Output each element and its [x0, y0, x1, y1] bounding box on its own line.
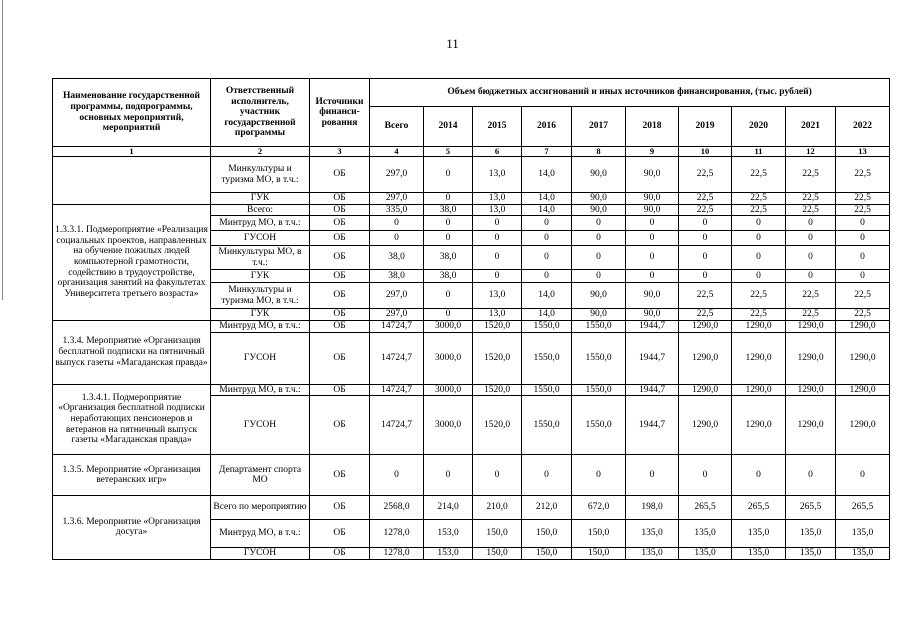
value-cell: 90,0	[572, 157, 626, 193]
header-year: 2019	[679, 107, 732, 147]
value-cell: 22,5	[836, 193, 890, 205]
column-number: 1	[53, 147, 211, 157]
executor-cell: Минтруд МО, в т.ч.:	[211, 520, 310, 548]
value-cell: 297,0	[370, 283, 424, 309]
value-cell: 90,0	[626, 283, 679, 309]
value-cell: 150,0	[572, 520, 626, 548]
value-cell: 0	[572, 455, 626, 496]
value-cell: 22,5	[679, 309, 732, 321]
value-cell: 0	[424, 309, 473, 321]
value-cell: 0	[572, 216, 626, 231]
value-cell: 0	[786, 270, 836, 283]
value-cell: 1944,7	[626, 396, 679, 455]
value-cell: 0	[679, 270, 732, 283]
value-cell: 0	[679, 216, 732, 231]
activity-name: 1.3.5. Мероприятие «Организация ветеранских игр»	[53, 455, 211, 496]
source-cell: ОБ	[310, 496, 370, 520]
value-cell: 210,0	[473, 496, 522, 520]
header-source: Источники финанси-рования	[310, 79, 370, 147]
source-cell: ОБ	[310, 320, 370, 332]
value-cell: 0	[679, 231, 732, 246]
value-cell: 1550,0	[572, 396, 626, 455]
value-cell: 1290,0	[786, 396, 836, 455]
value-cell: 90,0	[572, 204, 626, 216]
value-cell: 0	[370, 216, 424, 231]
value-cell: 22,5	[732, 157, 786, 193]
value-cell: 1290,0	[836, 384, 890, 396]
value-cell: 297,0	[370, 193, 424, 205]
value-cell: 1290,0	[679, 332, 732, 384]
value-cell: 0	[626, 455, 679, 496]
header-program: Наименование государственной программы, подпрограммы, основных мероприятий, мероприятий	[53, 79, 211, 147]
value-cell: 153,0	[424, 548, 473, 560]
source-cell: ОБ	[310, 455, 370, 496]
value-cell: 22,5	[732, 283, 786, 309]
value-cell: 135,0	[626, 548, 679, 560]
value-cell: 3000,0	[424, 320, 473, 332]
table-row	[53, 320, 890, 332]
value-cell: 0	[424, 193, 473, 205]
column-number: 4	[370, 147, 424, 157]
value-cell: 0	[572, 246, 626, 270]
value-cell: 1550,0	[522, 332, 572, 384]
value-cell: 150,0	[473, 548, 522, 560]
value-cell: 14,0	[522, 193, 572, 205]
value-cell: 90,0	[572, 309, 626, 321]
value-cell: 0	[732, 455, 786, 496]
value-cell: 1290,0	[786, 332, 836, 384]
header-year: 2017	[572, 107, 626, 147]
value-cell: 1290,0	[732, 320, 786, 332]
value-cell: 135,0	[836, 520, 890, 548]
value-cell: 14724,7	[370, 396, 424, 455]
value-cell: 90,0	[572, 193, 626, 205]
value-cell: 0	[424, 216, 473, 231]
value-cell: 0	[473, 231, 522, 246]
value-cell: 265,5	[732, 496, 786, 520]
value-cell: 90,0	[626, 157, 679, 193]
source-cell: ОБ	[310, 332, 370, 384]
value-cell: 672,0	[572, 496, 626, 520]
value-cell: 135,0	[732, 548, 786, 560]
value-cell: 1290,0	[679, 320, 732, 332]
value-cell: 1550,0	[522, 320, 572, 332]
source-cell: ОБ	[310, 548, 370, 560]
value-cell: 14724,7	[370, 384, 424, 396]
value-cell: 0	[786, 231, 836, 246]
column-number: 2	[211, 147, 310, 157]
column-number: 12	[786, 147, 836, 157]
value-cell: 22,5	[732, 309, 786, 321]
value-cell: 0	[679, 246, 732, 270]
value-cell: 1520,0	[473, 332, 522, 384]
value-cell: 297,0	[370, 157, 424, 193]
source-cell: ОБ	[310, 204, 370, 216]
source-cell: ОБ	[310, 384, 370, 396]
table-row	[53, 157, 890, 193]
value-cell: 0	[424, 455, 473, 496]
value-cell: 297,0	[370, 309, 424, 321]
value-cell: 214,0	[424, 496, 473, 520]
header-year: 2018	[626, 107, 679, 147]
value-cell: 14724,7	[370, 332, 424, 384]
executor-cell: Департамент спорта МО	[211, 455, 310, 496]
value-cell: 90,0	[626, 309, 679, 321]
activity-name	[53, 157, 211, 205]
value-cell: 1550,0	[522, 384, 572, 396]
value-cell: 90,0	[626, 193, 679, 205]
value-cell: 0	[836, 270, 890, 283]
value-cell: 2568,0	[370, 496, 424, 520]
value-cell: 0	[522, 246, 572, 270]
value-cell: 90,0	[626, 204, 679, 216]
value-cell: 0	[786, 246, 836, 270]
value-cell: 13,0	[473, 204, 522, 216]
value-cell: 38,0	[424, 204, 473, 216]
column-number: 13	[836, 147, 890, 157]
value-cell: 0	[522, 216, 572, 231]
executor-cell: ГУК	[211, 309, 310, 321]
value-cell: 1290,0	[836, 396, 890, 455]
value-cell: 135,0	[786, 520, 836, 548]
value-cell: 1550,0	[522, 396, 572, 455]
value-cell: 0	[626, 270, 679, 283]
value-cell: 150,0	[522, 548, 572, 560]
value-cell: 153,0	[424, 520, 473, 548]
executor-cell: Минкультуры и туризма МО, в т.ч.:	[211, 283, 310, 309]
header-year: 2021	[786, 107, 836, 147]
value-cell: 22,5	[786, 309, 836, 321]
value-cell: 1550,0	[572, 384, 626, 396]
value-cell: 1550,0	[572, 320, 626, 332]
value-cell: 1278,0	[370, 520, 424, 548]
column-number: 8	[572, 147, 626, 157]
activity-name: 1.3.4.1. Подмероприятие «Организация бесплатной подписки неработающих пенсионеров и ветеранов на пятничный выпуск газеты «Магаданская правда»	[53, 384, 211, 455]
executor-cell: Всего:	[211, 204, 310, 216]
value-cell: 1944,7	[626, 320, 679, 332]
value-cell: 22,5	[786, 193, 836, 205]
value-cell: 0	[836, 231, 890, 246]
source-cell: ОБ	[310, 157, 370, 193]
column-number: 11	[732, 147, 786, 157]
value-cell: 135,0	[836, 548, 890, 560]
value-cell: 1550,0	[572, 332, 626, 384]
value-cell: 38,0	[370, 246, 424, 270]
executor-cell: Минтруд МО, в т.ч.:	[211, 216, 310, 231]
value-cell: 0	[732, 270, 786, 283]
header-year: 2022	[836, 107, 890, 147]
value-cell: 0	[732, 246, 786, 270]
table-row	[53, 384, 890, 396]
value-cell: 0	[626, 216, 679, 231]
executor-cell: ГУСОН	[211, 396, 310, 455]
value-cell: 22,5	[679, 204, 732, 216]
executor-cell: Минтруд МО, в т.ч.:	[211, 384, 310, 396]
source-cell: ОБ	[310, 216, 370, 231]
value-cell: 0	[473, 216, 522, 231]
source-cell: ОБ	[310, 193, 370, 205]
value-cell: 0	[473, 455, 522, 496]
value-cell: 1290,0	[786, 320, 836, 332]
value-cell: 14,0	[522, 309, 572, 321]
header-year: 2015	[473, 107, 522, 147]
value-cell: 1944,7	[626, 332, 679, 384]
header-year: Всего	[370, 107, 424, 147]
value-cell: 1290,0	[732, 384, 786, 396]
value-cell: 38,0	[424, 270, 473, 283]
value-cell: 1290,0	[836, 320, 890, 332]
value-cell: 0	[473, 270, 522, 283]
value-cell: 22,5	[786, 283, 836, 309]
executor-cell: ГУК	[211, 270, 310, 283]
value-cell: 1290,0	[732, 396, 786, 455]
value-cell: 0	[732, 216, 786, 231]
value-cell: 22,5	[679, 283, 732, 309]
executor-cell: Всего по мероприятию	[211, 496, 310, 520]
header-volume: Объем бюджетных ассигнований и иных источников финансирования, (тыс. рублей)	[370, 79, 890, 107]
value-cell: 1520,0	[473, 396, 522, 455]
column-number: 9	[626, 147, 679, 157]
value-cell: 0	[679, 455, 732, 496]
value-cell: 135,0	[679, 548, 732, 560]
executor-cell: ГУК	[211, 193, 310, 205]
value-cell: 0	[370, 455, 424, 496]
value-cell: 1290,0	[679, 396, 732, 455]
value-cell: 135,0	[626, 520, 679, 548]
value-cell: 335,0	[370, 204, 424, 216]
value-cell: 150,0	[522, 520, 572, 548]
value-cell: 22,5	[836, 157, 890, 193]
header-year: 2014	[424, 107, 473, 147]
value-cell: 0	[786, 455, 836, 496]
source-cell: ОБ	[310, 309, 370, 321]
value-cell: 0	[424, 231, 473, 246]
source-cell: ОБ	[310, 396, 370, 455]
header-executor: Ответственный исполнитель, участник государственной программы	[211, 79, 310, 147]
value-cell: 22,5	[836, 283, 890, 309]
source-cell: ОБ	[310, 283, 370, 309]
executor-cell: ГУСОН	[211, 332, 310, 384]
value-cell: 13,0	[473, 283, 522, 309]
executor-cell: ГУСОН	[211, 548, 310, 560]
value-cell: 135,0	[679, 520, 732, 548]
value-cell: 150,0	[473, 520, 522, 548]
value-cell: 1290,0	[732, 332, 786, 384]
source-cell: ОБ	[310, 231, 370, 246]
value-cell: 3000,0	[424, 396, 473, 455]
header-year: 2020	[732, 107, 786, 147]
value-cell: 13,0	[473, 193, 522, 205]
value-cell: 0	[522, 270, 572, 283]
budget-table	[52, 78, 890, 560]
value-cell: 1520,0	[473, 320, 522, 332]
value-cell: 135,0	[786, 548, 836, 560]
value-cell: 22,5	[679, 193, 732, 205]
page-number: 11	[446, 36, 459, 51]
value-cell: 265,5	[786, 496, 836, 520]
value-cell: 0	[732, 231, 786, 246]
value-cell: 14,0	[522, 204, 572, 216]
value-cell: 198,0	[626, 496, 679, 520]
value-cell: 0	[522, 231, 572, 246]
value-cell: 0	[572, 231, 626, 246]
value-cell: 0	[522, 455, 572, 496]
value-cell: 1290,0	[836, 332, 890, 384]
value-cell: 0	[370, 231, 424, 246]
column-number: 5	[424, 147, 473, 157]
value-cell: 1944,7	[626, 384, 679, 396]
value-cell: 22,5	[836, 204, 890, 216]
table-row	[53, 496, 890, 520]
value-cell: 0	[626, 231, 679, 246]
value-cell: 22,5	[786, 157, 836, 193]
value-cell: 1290,0	[679, 384, 732, 396]
value-cell: 22,5	[732, 193, 786, 205]
activity-name: 1.3.6. Мероприятие «Организация досуга»	[53, 496, 211, 560]
value-cell: 14,0	[522, 283, 572, 309]
column-number: 7	[522, 147, 572, 157]
value-cell: 0	[473, 246, 522, 270]
value-cell: 38,0	[370, 270, 424, 283]
value-cell: 1520,0	[473, 384, 522, 396]
value-cell: 1290,0	[786, 384, 836, 396]
executor-cell: Минкультуры и туризма МО, в т.ч.:	[211, 157, 310, 193]
value-cell: 1278,0	[370, 548, 424, 560]
source-cell: ОБ	[310, 246, 370, 270]
header-year: 2016	[522, 107, 572, 147]
value-cell: 0	[836, 246, 890, 270]
activity-name: 1.3.3.1. Подмероприятие «Реализация социальных проектов, направленных на обучение пожилых людей компьютерной грамотности, содействию в трудоустройстве, организация занятий на факультетах Университета третьего возраста»	[53, 204, 211, 320]
activity-name: 1.3.4. Мероприятие «Организация бесплатной подписки на пятничный выпуск газеты «Магаданская правда»	[53, 320, 211, 384]
value-cell: 90,0	[572, 283, 626, 309]
value-cell: 22,5	[732, 204, 786, 216]
value-cell: 0	[786, 216, 836, 231]
value-cell: 3000,0	[424, 332, 473, 384]
value-cell: 22,5	[786, 204, 836, 216]
value-cell: 3000,0	[424, 384, 473, 396]
value-cell: 13,0	[473, 157, 522, 193]
source-cell: ОБ	[310, 520, 370, 548]
value-cell: 265,5	[679, 496, 732, 520]
value-cell: 14,0	[522, 157, 572, 193]
value-cell: 0	[836, 455, 890, 496]
column-number: 10	[679, 147, 732, 157]
value-cell: 0	[572, 270, 626, 283]
value-cell: 0	[836, 216, 890, 231]
value-cell: 212,0	[522, 496, 572, 520]
value-cell: 14724,7	[370, 320, 424, 332]
value-cell: 22,5	[836, 309, 890, 321]
value-cell: 0	[424, 157, 473, 193]
value-cell: 0	[626, 246, 679, 270]
table-row	[53, 204, 890, 216]
source-cell: ОБ	[310, 270, 370, 283]
executor-cell: Минтруд МО, в т.ч.:	[211, 320, 310, 332]
table-row	[53, 455, 890, 496]
column-number: 3	[310, 147, 370, 157]
executor-cell: ГУСОН	[211, 231, 310, 246]
value-cell: 135,0	[732, 520, 786, 548]
value-cell: 0	[424, 283, 473, 309]
column-number: 6	[473, 147, 522, 157]
value-cell: 22,5	[679, 157, 732, 193]
value-cell: 150,0	[572, 548, 626, 560]
value-cell: 38,0	[424, 246, 473, 270]
executor-cell: Минкультуры МО, в т.ч.:	[211, 246, 310, 270]
value-cell: 265,5	[836, 496, 890, 520]
value-cell: 13,0	[473, 309, 522, 321]
